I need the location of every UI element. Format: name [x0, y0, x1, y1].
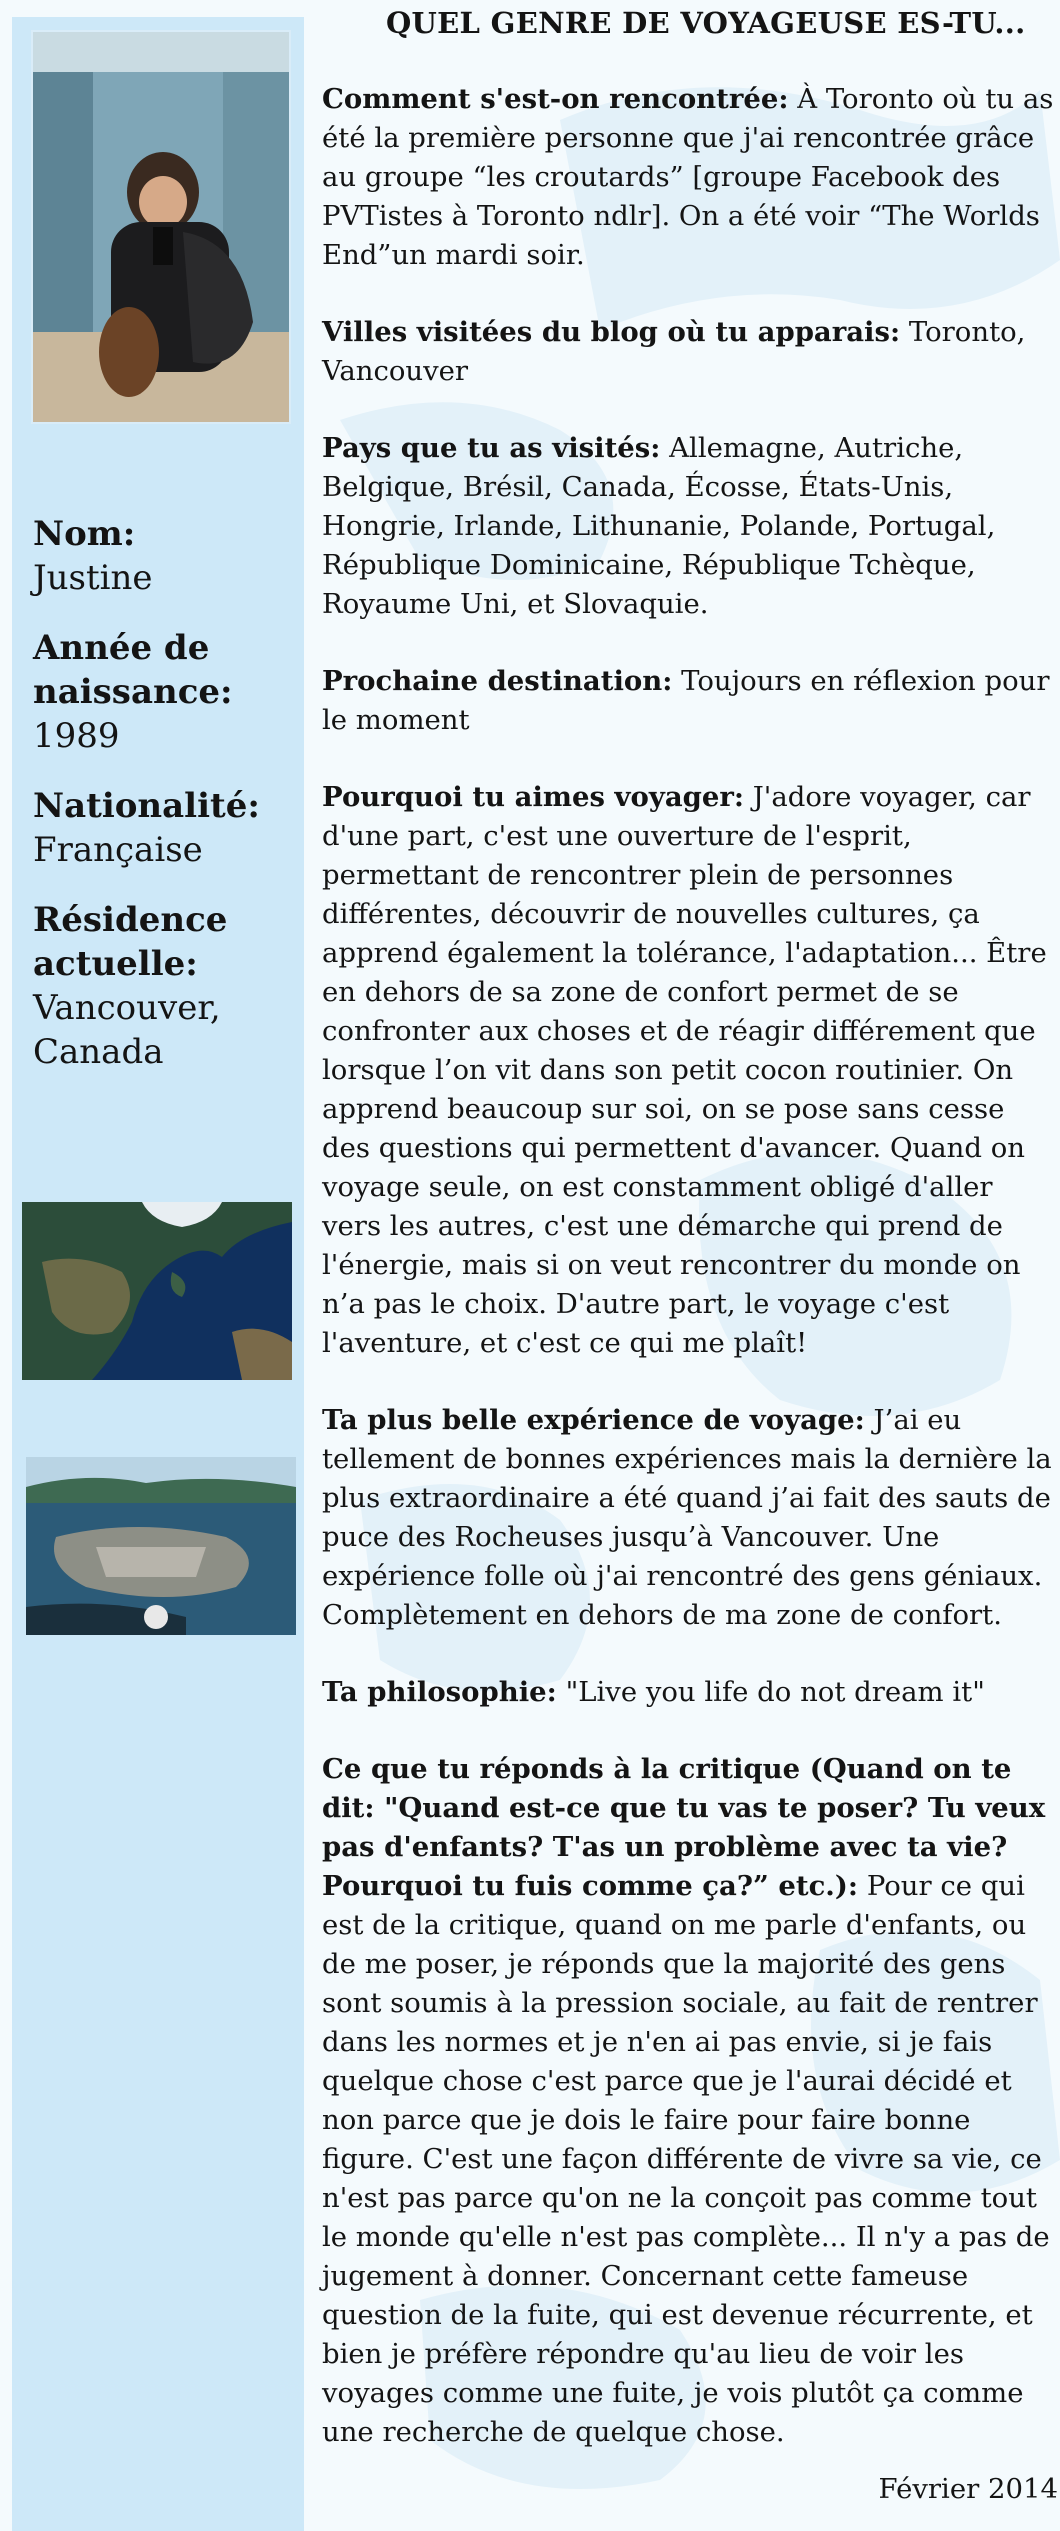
question-philosophy: Ta philosophie:: [322, 1676, 557, 1708]
answer-why-travel: J'adore voyager, car d'une part, c'est une ouverture de l'esprit, permettant de rencontrer plein de personnes différentes, découvrir de nouvelles cultures, ça apprend également la tolérance, l'adaptation... Être en dehors de sa zone de confort permet de se confronter aux choses et de réagir différement que lorsque l’on vit dans son petit cocon routinier. On apprend beaucoup sur soi, on se pose sans cesse des questions qui permettent d'avancer. Quand on voyage seule, on est constamment obligé d'aller vers les autres, c'est une démarche qui prend de l'énergie, mais si on veut rencontrer du monde on n’a pas le choix. D'autre part, le voyage c'est l'aventure, et c'est ce qui me plaît!: [322, 781, 1047, 1359]
answer-criticism: Pour ce qui est de la critique, quand on me parle d'enfants, ou de me poser, je réponds que la majorité des gens sont soumis à la pression sociale, au fait de rentrer dans les normes et je n'en ai pas envie, si je fais quelque chose c'est parce que je l'aurai décidé et non parce que je dois le faire pour faire bonne figure. C'est une façon différente de vivre sa vie, ce n'est pas parce qu'on ne la conçoit pas comme tout le monde qu'elle n'est pas complète... Il n'y a pas de jugement à donner. Concernant cette fameuse question de la fuite, qui est devenue récurrente, et bien je préfère répondre qu'au lieu de voir les voyages comme une fuite, je vois plutôt ça comme une recherche de quelque chose.: [322, 1870, 1050, 2448]
answer-countries: Allemagne, Autriche, Belgique, Brésil, Canada, Écosse, États-Unis, Hongrie, Irlande, Lithunanie, Polande, Portugal, République Dominicaine, République Tchèque, Royaume Uni, et Slovaquie.: [322, 432, 996, 620]
publication-date: Février 2014: [878, 2473, 1058, 2505]
answer-next-destination: Toujours en réflexion pour le moment: [322, 665, 1050, 736]
profile-field-name: [33, 512, 283, 600]
birth-year-value: 1989: [33, 716, 120, 756]
qa-countries: [322, 429, 1058, 624]
question-why-travel: Pourquoi tu aimes voyager:: [322, 781, 745, 813]
profile-field-birth-year: [33, 626, 283, 758]
answer-cities: Toronto, Vancouver: [322, 316, 1026, 387]
answer-best-experience: J’ai eu tellement de bonnes expériences mais la dernière la plus extraordinaire a été quand j’ai fait des sauts de puce des Rocheuses jusqu’à Vancouver. Une expérience folle où j'ai rencontré des gens géniaux. Complètement en dehors de ma zone de confort.: [322, 1404, 1052, 1631]
vancouver-aerial-image: [26, 1457, 296, 1635]
answer-meeting: À Toronto où tu as été la première personne que j'ai rencontrée grâce au groupe “les croutards” [groupe Facebook des PVTistes à Toronto ndlr]. On a été voir “The Worlds End”un mardi soir.: [322, 83, 1054, 271]
name-label: Nom:: [33, 514, 136, 554]
qa-philosophy: [322, 1673, 1058, 1712]
qa-meeting: [322, 80, 1058, 275]
question-next-destination: Prochaine destination:: [322, 665, 673, 697]
city-aerial: [26, 1457, 296, 1635]
qa-next-destination: [322, 662, 1058, 740]
question-countries: Pays que tu as visités:: [322, 432, 661, 464]
satellite-map: [22, 1202, 292, 1380]
profile-field-residence: [33, 898, 283, 1074]
nationality-value: Française: [33, 830, 203, 870]
profile-photo-image: [33, 32, 289, 422]
nationality-label: Nationalité:: [33, 786, 260, 826]
profile-info: [33, 512, 283, 1100]
interview-content: [322, 80, 1058, 2490]
page-title: QUEL GENRE DE VOYAGEUSE ES-TU...: [386, 6, 1026, 40]
question-criticism: Ce que tu réponds à la critique (Quand on te dit: "Quand est-ce que tu vas te poser? Tu veux pas d'enfants? T'as un problème avec ta vie? Pourquoi tu fuis comme ça?” etc.):: [322, 1753, 1046, 1902]
qa-why-travel: [322, 778, 1058, 1363]
qa-best-experience: [322, 1401, 1058, 1635]
name-value: Justine: [33, 558, 153, 598]
qa-cities: [322, 313, 1058, 391]
question-cities: Villes visitées du blog où tu apparais:: [322, 316, 901, 348]
residence-label: Résidence actuelle:: [33, 900, 228, 984]
residence-value: Vancouver, Canada: [33, 988, 221, 1072]
north-america-map-image: [22, 1202, 292, 1380]
profile-photo: [31, 30, 291, 424]
qa-criticism: [322, 1750, 1058, 2452]
question-meeting: Comment s'est-on rencontrée:: [322, 83, 789, 115]
birth-year-label: Année de naissance:: [33, 628, 233, 712]
answer-philosophy: "Live you life do not dream it": [565, 1676, 985, 1708]
profile-field-nationality: [33, 784, 283, 872]
question-best-experience: Ta plus belle expérience de voyage:: [322, 1404, 865, 1436]
